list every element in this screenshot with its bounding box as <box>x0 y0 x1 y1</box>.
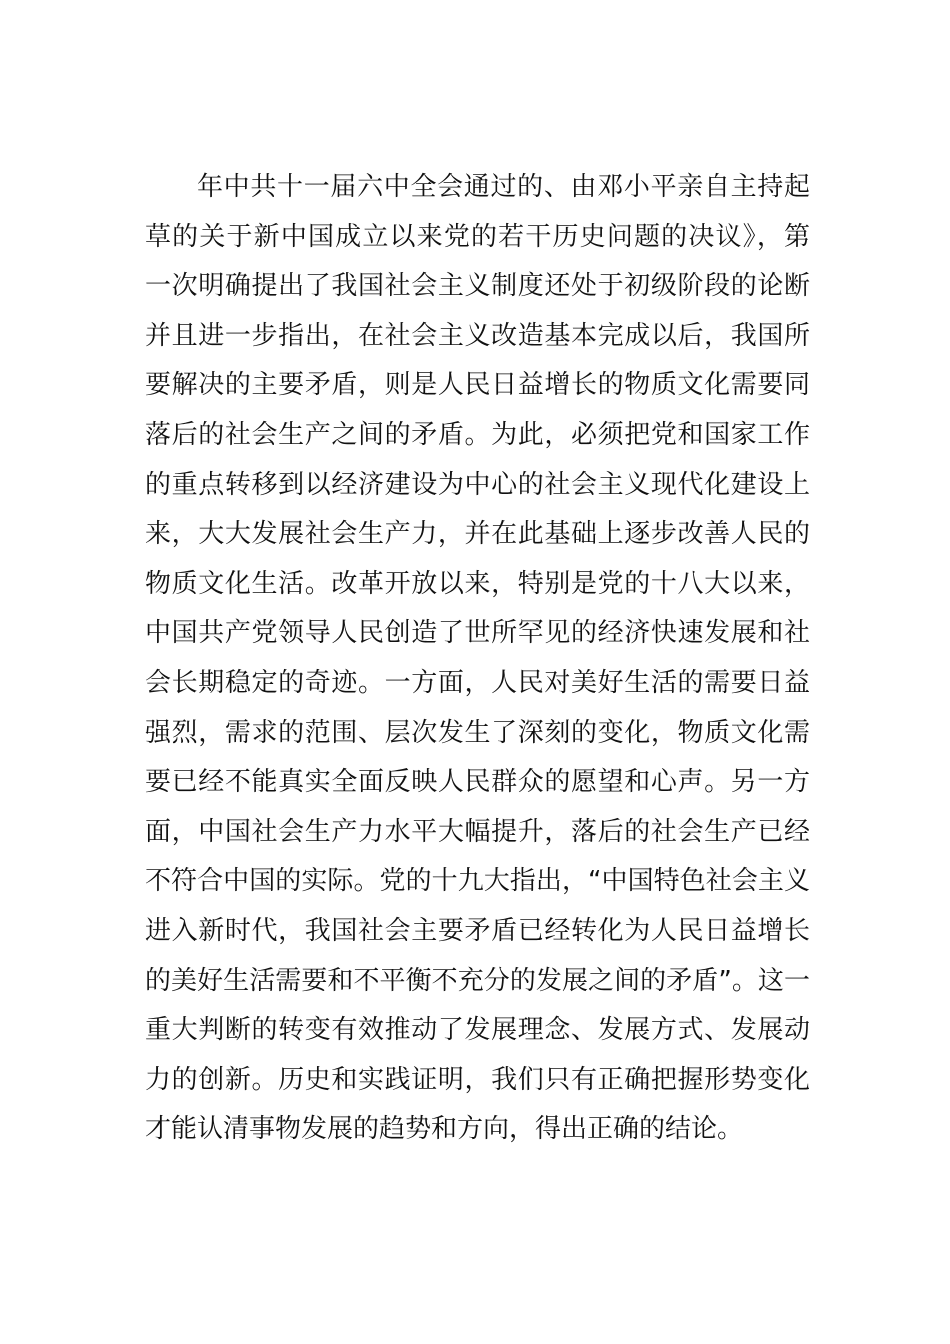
paragraph-line: 年中共十一届六中全会通过的、由邓小平亲自主持起 <box>197 172 810 202</box>
paragraph-line: 强烈，需求的范围、层次发生了深刻的变化，物质文化需 <box>145 717 810 748</box>
paragraph-line: 会长期稳定的奇迹。一方面，人民对美好生活的需要日益 <box>145 667 810 698</box>
paragraph-line: 落后的社会生产之间的矛盾。为此，必须把党和国家工作 <box>145 419 810 450</box>
paragraph-line: 要解决的主要矛盾，则是人民日益增长的物质文化需要同 <box>145 370 810 401</box>
paragraph-line: 来，大大发展社会生产力，并在此基础上逐步改善人民的 <box>145 519 810 550</box>
paragraph-line: 不符合中国的实际。党的十九大指出，“中国特色社会主义 <box>145 866 810 897</box>
paragraph-line: 并且进一步指出，在社会主义改造基本完成以后，我国所 <box>145 320 810 351</box>
paragraph-line: 的重点转移到以经济建设为中心的社会主义现代化建设上 <box>145 469 810 500</box>
paragraph-line: 的美好生活需要和不平衡不充分的发展之间的矛盾”。这一 <box>145 965 810 996</box>
paragraph-line: 中国共产党领导人民创造了世所罕见的经济快速发展和社 <box>145 618 810 649</box>
body-paragraph <box>145 163 810 1155</box>
paragraph-line: 草的关于新中国成立以来党的若干历史问题的决议》，第 <box>145 221 810 252</box>
paragraph-line: 物质文化生活。改革开放以来，特别是党的十八大以来， <box>145 568 810 599</box>
paragraph-line: 才能认清事物发展的趋势和方向，得出正确的结论。 <box>145 1114 744 1145</box>
paragraph-line: 进入新时代，我国社会主要矛盾已经转化为人民日益增长 <box>145 915 810 946</box>
paragraph-line: 一次明确提出了我国社会主义制度还处于初级阶段的论断 <box>145 271 810 302</box>
paragraph-line: 要已经不能真实全面反映人民群众的愿望和心声。另一方 <box>145 767 810 798</box>
paragraph-line: 力的创新。历史和实践证明，我们只有正确把握形势变化 <box>145 1064 810 1095</box>
paragraph-line: 重大判断的转变有效推动了发展理念、发展方式、发展动 <box>145 1015 810 1046</box>
paragraph-line: 面，中国社会生产力水平大幅提升，落后的社会生产已经 <box>145 816 810 847</box>
